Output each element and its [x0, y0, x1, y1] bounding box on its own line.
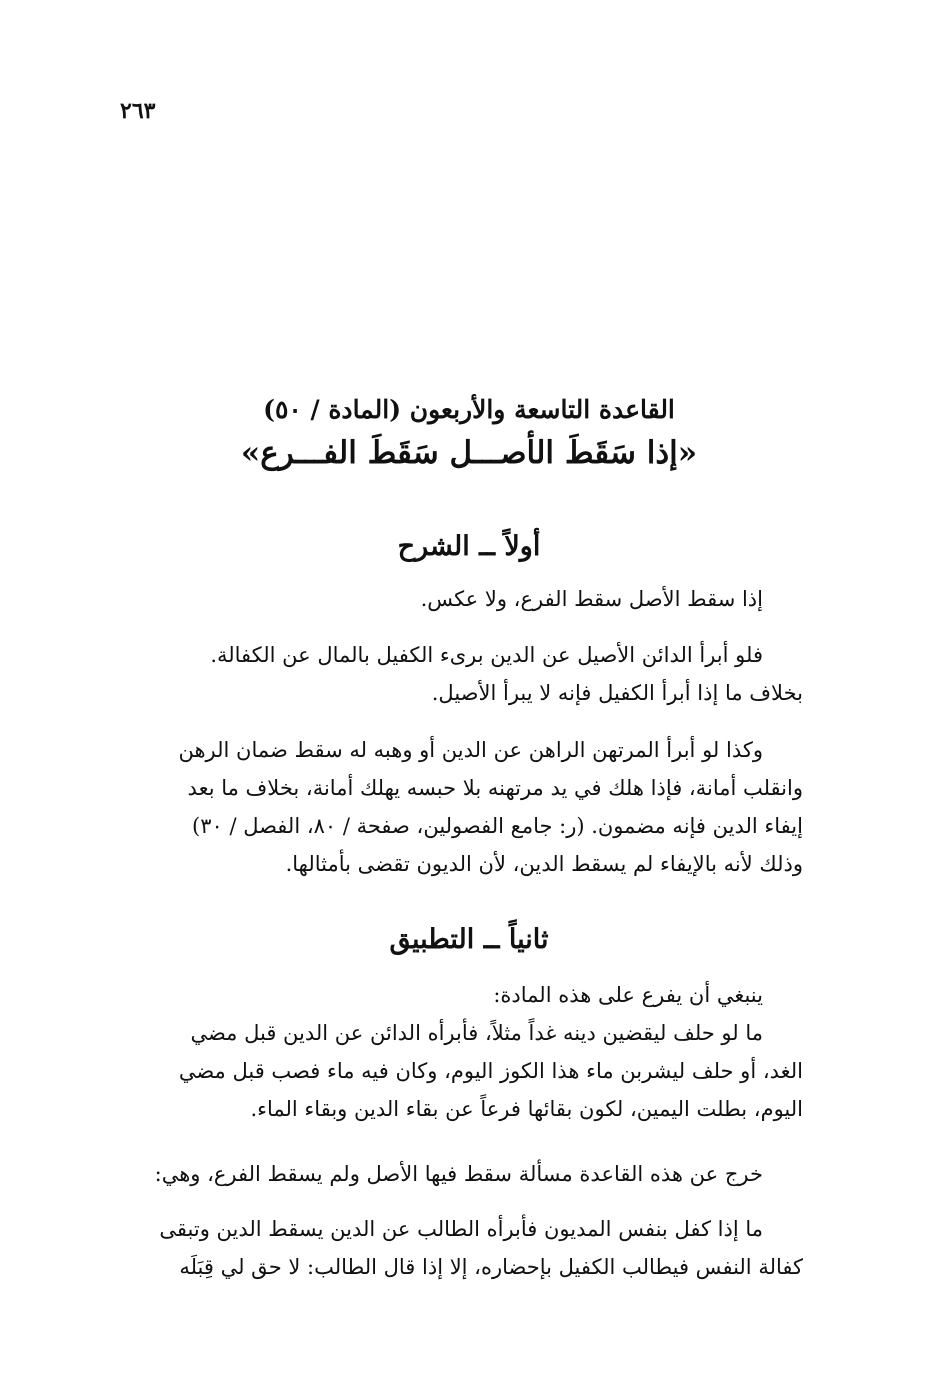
- text-line: ينبغي أن يفرع على هذه المادة:: [493, 983, 763, 1007]
- rule-quote: «إذا سَقَطَ الأصـــل سَقَطَ الفـــرع»: [240, 435, 698, 471]
- text-line: وانقلب أمانة، فإذا هلك في يد مرتهنه بلا حبسه يهلك أمانة، بخلاف ما بعد: [187, 776, 803, 800]
- explanation-heading: أولاً ــ الشرح: [397, 531, 541, 562]
- text-line: الغد، أو حلف ليشربن ماء هذا الكوز اليوم، وكان فيه ماء فصب قبل مضي: [178, 1059, 803, 1083]
- paragraph-6: [135, 1210, 803, 1286]
- text-line: إيفاء الدين فإنه مضمون. (ر: جامع الفصولين، صفحة / ٨٠، الفصل / ٣٠): [192, 814, 803, 838]
- text-line: كفالة النفس فيطالب الكفيل بإحضاره، إلا إذا قال الطالب: لا حق لي قِبَلَه: [179, 1255, 803, 1279]
- text-line: خرج عن هذه القاعدة مسألة سقط فيها الأصل ولم يسقط الفرع، وهي:: [154, 1162, 763, 1186]
- paragraph-3: [135, 731, 803, 883]
- application-heading: ثانياً ــ التطبيق: [389, 924, 549, 955]
- text-line: وذلك لأنه بالإيفاء لم يسقط الدين، لأن الديون تقضى بأمثالها.: [285, 852, 803, 876]
- text-line: بخلاف ما إذا أبرأ الكفيل فإنه لا يبرأ الأصيل.: [431, 681, 803, 705]
- rule-title-block: [0, 392, 938, 478]
- page-number: ٢٦٣: [120, 98, 156, 124]
- text-line: اليوم، بطلت اليمين، لكون بقائها فرعاً عن بقاء الدين وبقاء الماء.: [250, 1097, 803, 1121]
- text-line: فلو أبرأ الدائن الأصيل عن الدين برىء الكفيل بالمال عن الكفالة.: [210, 643, 763, 667]
- text-line: إذا سقط الأصل سقط الفرع، ولا عكس.: [420, 587, 763, 611]
- text-line: ما إذا كفل بنفس المديون فأبرأه الطالب عن الدين يسقط الدين وتبقى: [159, 1217, 763, 1241]
- paragraph-2: [135, 636, 803, 712]
- paragraph-4: [135, 976, 803, 1128]
- text-line: ما لو حلف ليقضين دينه غداً مثلاً، فأبرأه الدائن عن الدين قبل مضي: [190, 1021, 763, 1045]
- paragraph-5: [135, 1155, 803, 1193]
- rule-title: القاعدة التاسعة والأربعون (المادة / ٥٠): [263, 395, 675, 424]
- paragraph-1: [135, 580, 803, 618]
- text-line: وكذا لو أبرأ المرتهن الراهن عن الدين أو وهبه له سقط ضمان الرهن: [178, 738, 763, 762]
